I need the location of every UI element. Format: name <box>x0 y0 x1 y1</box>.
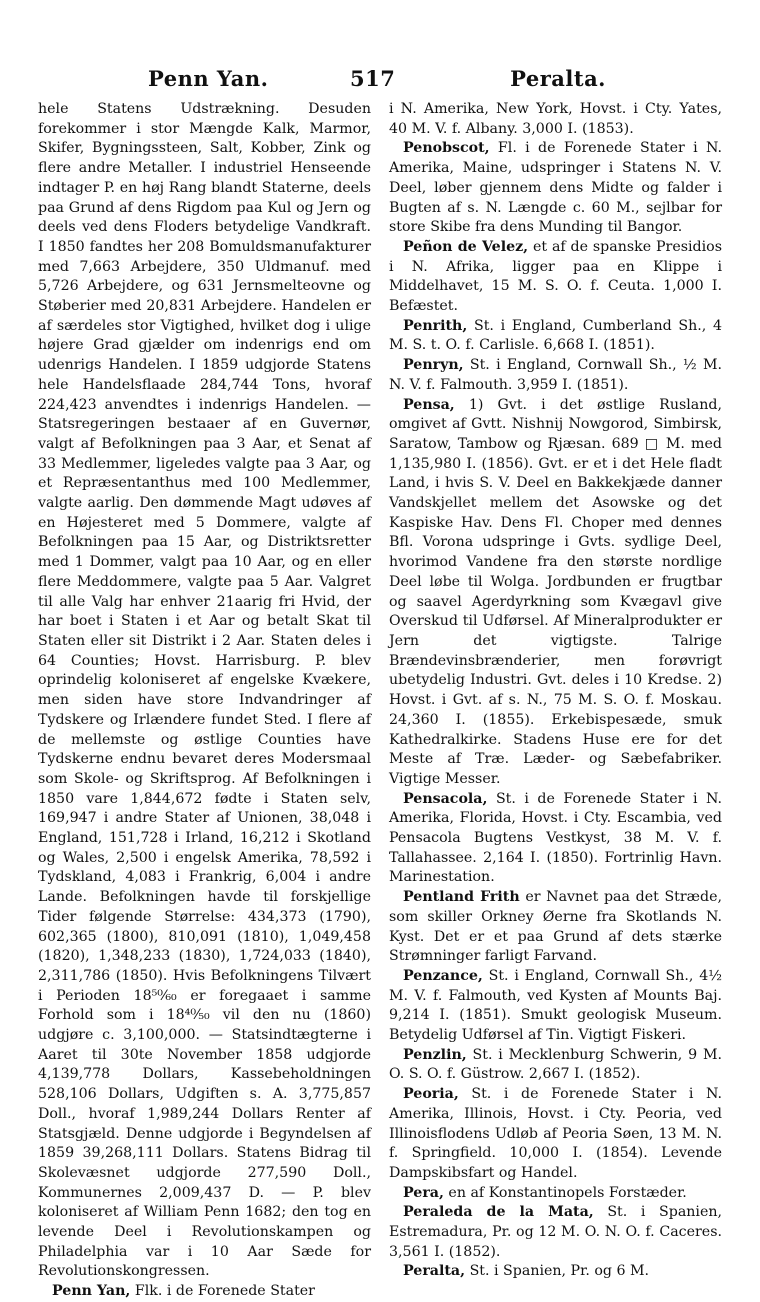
entry-headword: Penrith, <box>403 317 468 334</box>
entry-headword: Peralta, <box>403 1263 466 1280</box>
entry-text: er Navnet paa det Stræde, som skiller Orkney Øerne fra Skotlands N. Kyst. Det er et paa Grund af dets stærke Strømninger farligt Farvand. <box>389 889 722 965</box>
entry <box>389 317 722 356</box>
entry <box>389 1203 722 1262</box>
entry-text: St. i de Forenede Stater i N. Amerika, Illinois, Hovst. i Cty. Peoria, ved Illinoisflodens Udløb af Peoria Søen, 13 M. N. f. Springfield. 10,000 I. (1854). Levende Dampskibsfart og Handel. <box>389 1086 722 1181</box>
right-column <box>389 100 722 1302</box>
entry <box>389 356 722 395</box>
entry <box>38 1282 371 1302</box>
entry <box>389 967 722 1046</box>
entry-headword: Peraleda de la Mata, <box>403 1204 594 1221</box>
entry <box>389 1184 722 1204</box>
entry-text: en af Konstantinopels Forstæder. <box>443 1184 687 1201</box>
entry-text: St. i England, Cornwall Sh., ½ M. N. V. f. Falmouth. 3,959 I. (1851). <box>389 357 722 393</box>
entry <box>389 1085 722 1184</box>
entry <box>389 238 722 317</box>
entry-text: St. i England, Cumberland Sh., 4 M. S. t. O. f. Carlisle. 6,668 I. (1851). <box>389 317 722 354</box>
header-left-headword: Penn Yan. <box>148 66 269 91</box>
entry-text: 1) Gvt. i det østlige Rusland, omgivet af Gvtt. Nishnij Nowgorod, Simbirsk, Saratow, Tambow og Rjæsan. 689 □ M. med 1,135,980 I. (1856). Gvt. er et i det Hele fladt Land, i hvis S. V. Deel en Bakkekjæde danner Vandskjellet mellem det Asowske og det Kaspiske Hav. Dens Fl. Choper med dennes Bfl. Vorona udspringe i Gvts. sydlige Deel, hvorimod Vandene fra den største nordlige Deel løbe til Wolga. Jordbunden er frugtbar og saavel Agerdyrkning som Kvægavl give Overskud til Udførsel. Af Mineralprodukter er Jern det vigtigste. Talrige Brændevinsbrænderier, men forøvrigt ubetydelig Industri. Gvt. deles i 10 Kredse. 2) Hovst. i Gvt. af s. N., 75 M. S. O. f. Moskau. 24,360 I. (1855). Erkebispesæde, smuk Kathedralkirke. Stadens Huse ere for det Meste af Træ. Læder- og Sæbefabriker. Vigtige Messer. <box>389 396 722 787</box>
page-number: 517 <box>350 66 396 91</box>
entry-headword: Penryn, <box>403 357 464 374</box>
entry-headword: Peñon de Velez, <box>403 238 529 255</box>
entry <box>389 139 722 238</box>
header-right-headword: Peralta. <box>510 66 606 91</box>
entry-text: et af de spanske Presidios i N. Afrika, ligger paa en Klippe i Middelhavet, 15 M. S. O. f. Ceuta. 1,000 I. Befæstet. <box>389 238 722 315</box>
page-header <box>38 60 722 100</box>
entry-headword: Penobscot, <box>403 140 490 157</box>
entry-headword: Peoria, <box>403 1086 459 1103</box>
entry-headword: Pera, <box>403 1184 444 1201</box>
entry-headword: Pensa, <box>403 396 455 413</box>
entry <box>389 1262 722 1282</box>
entry-text: St. i Mecklenburg Schwerin, 9 M. O. S. O. f. Güstrow. 2,667 I. (1852). <box>389 1046 722 1083</box>
entry-text: Flk. i de Forenede Stater <box>130 1283 315 1300</box>
entry-text: St. i de Forenede Stater i N. Amerika, Florida, Hovst. i Cty. Escambia, ved Pensacola Bugtens Vestkyst, 38 M. V. f. Tallahassee. 2,164 I. (1850). Fortrinlig Havn. Marinestation. <box>389 790 722 886</box>
entry <box>389 790 722 889</box>
entry-text: St. i England, Cornwall Sh., 4½ M. V. f. Falmouth, ved Kysten af Mounts Baj. 9,214 I. (1851). Smukt geologisk Museum. Betydelig Udførsel af Tin. Vigtigt Fiskeri. <box>389 967 722 1044</box>
entry-text: Fl. i de Forenede Stater i N. Amerika, Maine, udspringer i Statens N. V. Deel, løber gjennem dens Midte og falder i Bugten af s. N. Længde c. 60 M., sejlbar for store Skibe fra dens Munding til Bangor. <box>389 140 722 236</box>
entry-headword: Penzlin, <box>403 1046 467 1063</box>
entry-text: St. i Spanien, Pr. og 6 M. <box>465 1263 650 1280</box>
entry-headword: Pentland Frith <box>403 889 520 906</box>
continued-entry-text: i N. Amerika, New York, Hovst. i Cty. Yates, 40 M. V. f. Albany. 3,000 I. (1853). <box>389 101 722 137</box>
entry <box>389 396 722 790</box>
text-columns <box>38 100 722 1302</box>
entry <box>389 888 722 967</box>
entry-headword: Pensacola, <box>403 790 488 807</box>
left-column <box>38 100 371 1302</box>
entry-text: St. i Spanien, Estremadura, Pr. og 12 M. O. N. O. f. Caceres. 3,561 I. (1852). <box>389 1204 722 1260</box>
continued-entry-text: hele Statens Udstrækning. Desuden forekommer i stor Mængde Kalk, Marmor, Skifer, Bygningssteen, Salt, Kobber, Zink og flere andre Metaller. I industriel Henseende indtager P. en høj Rang blandt Staterne, deels paa Grund af dens Rigdom paa Kul og Jern og deels ved dens Floders betydelige Vandkraft. I 1850 fandtes her 208 Bomuldsmanufakturer med 7,663 Arbejdere, 350 Uldmanuf. med 5,726 Arbejdere, og 631 Jernsmelteovne og Støberier med 20,831 Arbejdere. Handelen er af særdeles stor Vigtighed, hvilket dog i ulige højere Grad gjælder om indenrigs end om udenrigs Handelen. I 1859 udgjorde Statens hele Handelsflaade 284,744 Tons, hvoraf 224,423 anvendtes i indenrigs Handelen. — Statsregeringen bestaaer af en Guvernør, valgt af Befolkningen paa 3 Aar, et Senat af 33 Medlemmer, ligeledes valgte paa 3 Aar, og et Repræsentanthus med 100 Medlemmer, valgte aarlig. Den dømmende Magt udøves af en Højesteret med 5 Dommere, valgte af Befolkningen paa 15 Aar, og Distriktsretter med 1 Dommer, valgt paa 10 Aar, og en eller flere Meddommere, valgte paa 5 Aar. Valgret til alle Valg har enhver 21aarig fri Hvid, der har boet i Staten i et Aar og betalt Skat til Staten eller sit Distrikt i 2 Aar. Staten deles i 64 Counties; Hovst. Harrisburg. P. blev oprindelig koloniseret af engelske Kvækere, men siden have store Indvandringer af Tydskere og Irlændere fundet Sted. I flere af de mellemste og østlige Counties have Tydskerne endnu bevaret deres Modersmaal som Skole- og Skriftsprog. Af Befolkningen i 1850 vare 1,844,672 fødte i Staten selv, 169,947 i andre Stater af Unionen, 38,048 i England, 151,728 i Irland, 16,212 i Skotland og Wales, 2,500 i engelsk Amerika, 78,592 i Tydskland, 4,083 i Frankrig, 6,004 i andre Lande. Befolkningen havde til forskjellige Tider følgende Størrelse: 434,373 (1790), 602,365 (1800), 810,091 (1810), 1,049,458 (1820), 1,348,233 (1830), 1,724,033 (1840), 2,311,786 (1850). Hvis Befolkningens Tilvært i Perioden 18⁵⁰⁄₆₀ er foregaaet i samme Forhold som i 18⁴⁰⁄₅₀ vil den nu (1860) udgjøre c. 3,100,000. — Statsindtægterne i Aaret til 30te November 1858 udgjorde 4,139,778 Dollars, Kassebeholdningen 528,106 Dollars, Udgiften s. A. 3,775,857 Doll., hvoraf 1,989,244 Dollars Renter af Statsgjæld. Denne udgjorde i Begyndelsen af 1859 39,268,111 Dollars. Statens Bidrag til Skolevæsnet udgjorde 277,590 Doll., Kommunernes 2,009,437 D. — P. blev koloniseret af William Penn 1682; den tog en levende Deel i Revolutionskampen og Philadelphia var i 10 Aar Sæde for Revolutionskongressen. <box>38 101 371 1280</box>
entry-headword: Penzance, <box>403 967 483 984</box>
entry <box>389 1046 722 1085</box>
entry-headword: Penn Yan, <box>52 1283 131 1300</box>
